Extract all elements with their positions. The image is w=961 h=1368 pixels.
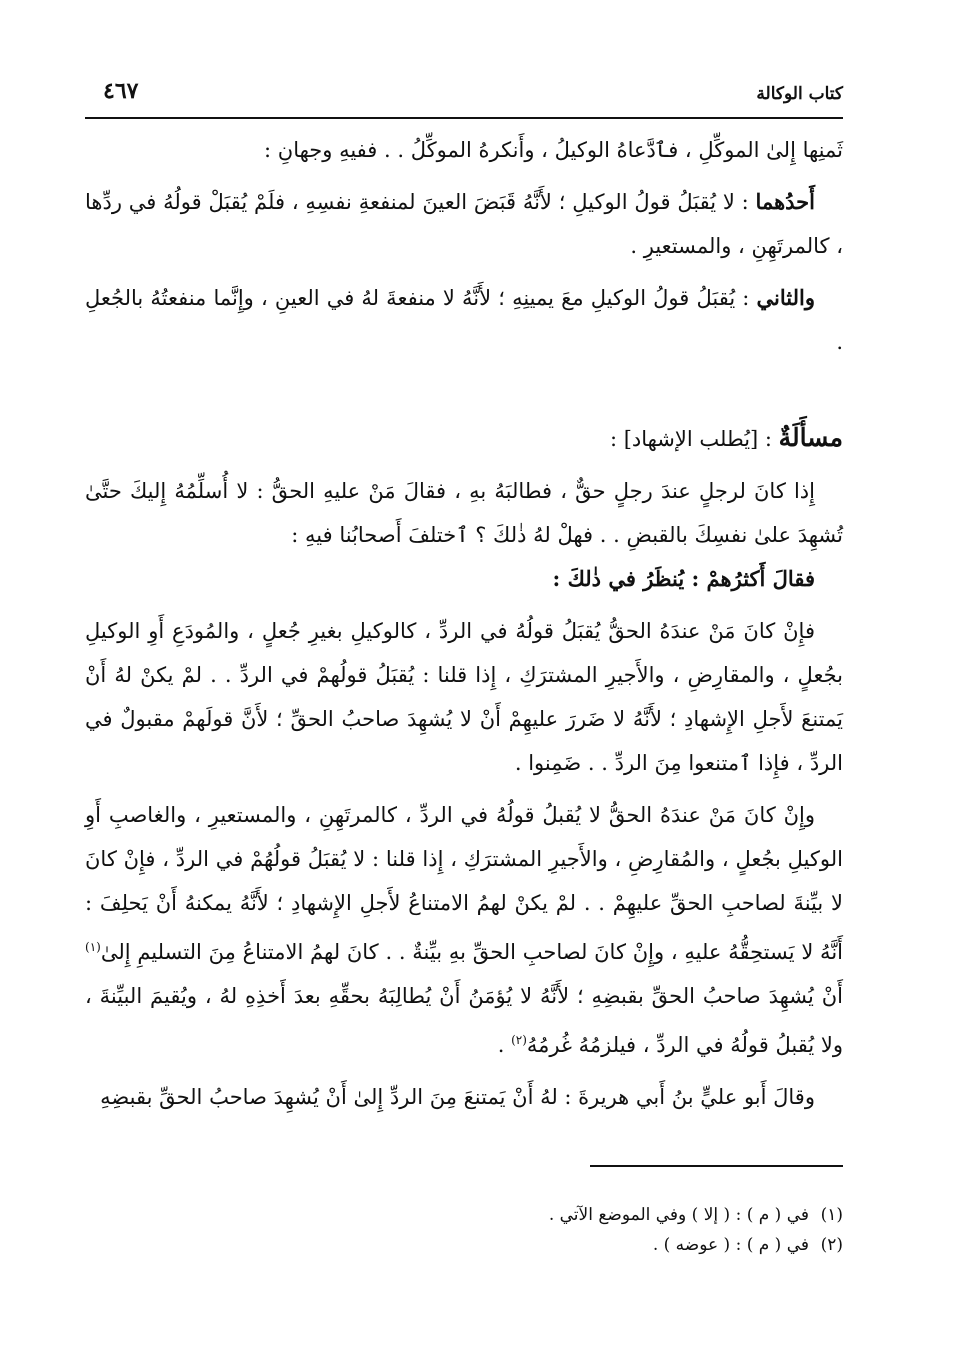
paragraph: وقالَ أَبو عليٍّ بنُ أَبي هريرةَ : لهُ أَنْ يَمتنعَ مِنَ الردِّ إِلىٰ أَنْ يُشهِدَ صاحبُ الحقِّ بقبضِهِ: [100, 1085, 815, 1109]
paragraph-lead: والثاني: [756, 285, 815, 310]
footnote-rule: [590, 1165, 843, 1167]
footnote: (١)في ( م ) : ( إلا ) وفي الموضع الآتي .: [548, 1205, 843, 1225]
main-text: [85, 128, 843, 1119]
page-header: [85, 78, 843, 114]
footnote: (٢)في ( م ) : ( عوضه ) .: [652, 1235, 843, 1255]
footnote-ref: (١): [85, 940, 101, 954]
chapter-title: كتاب الوكالة: [756, 84, 843, 104]
paragraph: فقالَ أَكثرُهمْ : يُنظَرُ في ذٰلكَ :: [552, 566, 815, 591]
paragraph: فإِنْ كانَ مَنْ عندَهُ الحقُّ يُقبَلُ قولُهُ في الردِّ ، كالوكيلِ بغيرِ جُعلٍ ، والمُودَعِ أَوِ الوكيلِ بجُعلٍ ، والمقارِضِ ، والأَجيرِ المشترَكِ ، إِذا قلنا : يُقبَلُ قولُهمْ في الردِّ . . لمْ يكنْ لهُ أَنْ يَمتنعَ لأَجلِ الإِشهادِ ؛ لأَنَّهُ لا ضَررَ عليهِمْ أَنْ لا يُشهِدَ صاحبُ الحقِّ ؛ لأَنَّ قولَهمْ مقبولٌ في الردِّ ، فإِذا ٱمتنعوا مِنَ الردِّ . . ضَمِنوا .: [85, 619, 843, 775]
masala-word: مسأَلَةٌ: [778, 423, 843, 452]
section-heading: [85, 416, 843, 461]
header-rule: [85, 117, 843, 119]
section-title: : [يُطلب الإشهاد] :: [609, 427, 779, 451]
footnotes: [85, 1200, 843, 1260]
paragraph: وإِنْ كانَ مَنْ عندَهُ الحقُّ لا يُقبلُ قولُهُ في الردِّ ، كالمرتَهِنِ ، والمستعيرِ ، والغاصبِ أَوِ الوكيلِ بجُعلٍ ، والمُقارِضِ ، والأَجيرِ المشترَكِ ، إِذا قلنا : لا يُقبَلُ قولُهُمْ في الردِّ ، فإِنْ كانَ لا بيِّنةَ لصاحبِ الحقِّ عليهِمْ . . لمْ يكنْ لهمُ الامتناعُ لأَجلِ الإِشهادِ ؛ لأَنَّهُ يمكنهُ أَنْ يَحلِفَ : أَنَّهُ لا يَستحِقُّهُ عليهِ ، وإِنْ كانَ لصاحبِ الحقِّ بهِ بيِّنةٌ . . كانَ لهمُ الامتناعُ مِنَ التسليمِ إِلىٰ$^{(١)}$ أَنْ يُشهِدَ صاحبُ الحقِّ بقبضِهِ ؛ لأَنَّهُ لا يُؤمَنُ أَنْ يُطالِبَهُ بحقِّهِ بعدَ أَخذِهِ لهُ ، ويُقيمَ البيِّنةَ ، ولا يُقبلُ قولُهُ في الردِّ ، فيلزمُهُ غُرمُهُ$^{(٢)}$ .: [85, 803, 843, 1057]
paragraph-lead: أَحدُهما: [755, 189, 815, 214]
paragraph: أَحدُهما : لا يُقبَلُ قولُ الوكيلِ ؛ لأَنَّهُ قَبَضَ العينَ لمنفعةِ نفسِهِ ، فلَمْ يُقبَلْ قولُهُ في ردِّها ، كالمرتَهِنِ ، والمستعيرِ .: [85, 189, 843, 258]
paragraph: ثَمنِها إِلىٰ الموكِّلِ ، فٱدَّعاهُ الوكيلُ ، وأَنكرهُ الموكِّلُ . . ففيهِ وجهانِ :: [264, 138, 843, 162]
paragraph: إِذا كانَ لرجلٍ عندَ رجلٍ حقٌّ ، فطالبَهُ بهِ ، فقالَ مَنْ عليهِ الحقُّ : لا أُسلِّمُهُ إِليكَ حتَّىٰ تُشهِدَ علىٰ نفسِكَ بالقبضِ . . فهلْ لهُ ذٰلكَ ؟ ٱختلفَ أَصحابُنا فيهِ :: [85, 479, 843, 547]
footnote-ref: (٢): [511, 1033, 527, 1047]
page-number: ٤٦٧: [103, 78, 139, 104]
paragraph: والثاني : يُقبَلُ قولُ الوكيلِ معَ يمينِهِ ؛ لأَنَّهُ لا منفعةَ لهُ في العينِ ، وإِنَّما منفعتُهُ بالجُعلِ .: [85, 285, 843, 354]
